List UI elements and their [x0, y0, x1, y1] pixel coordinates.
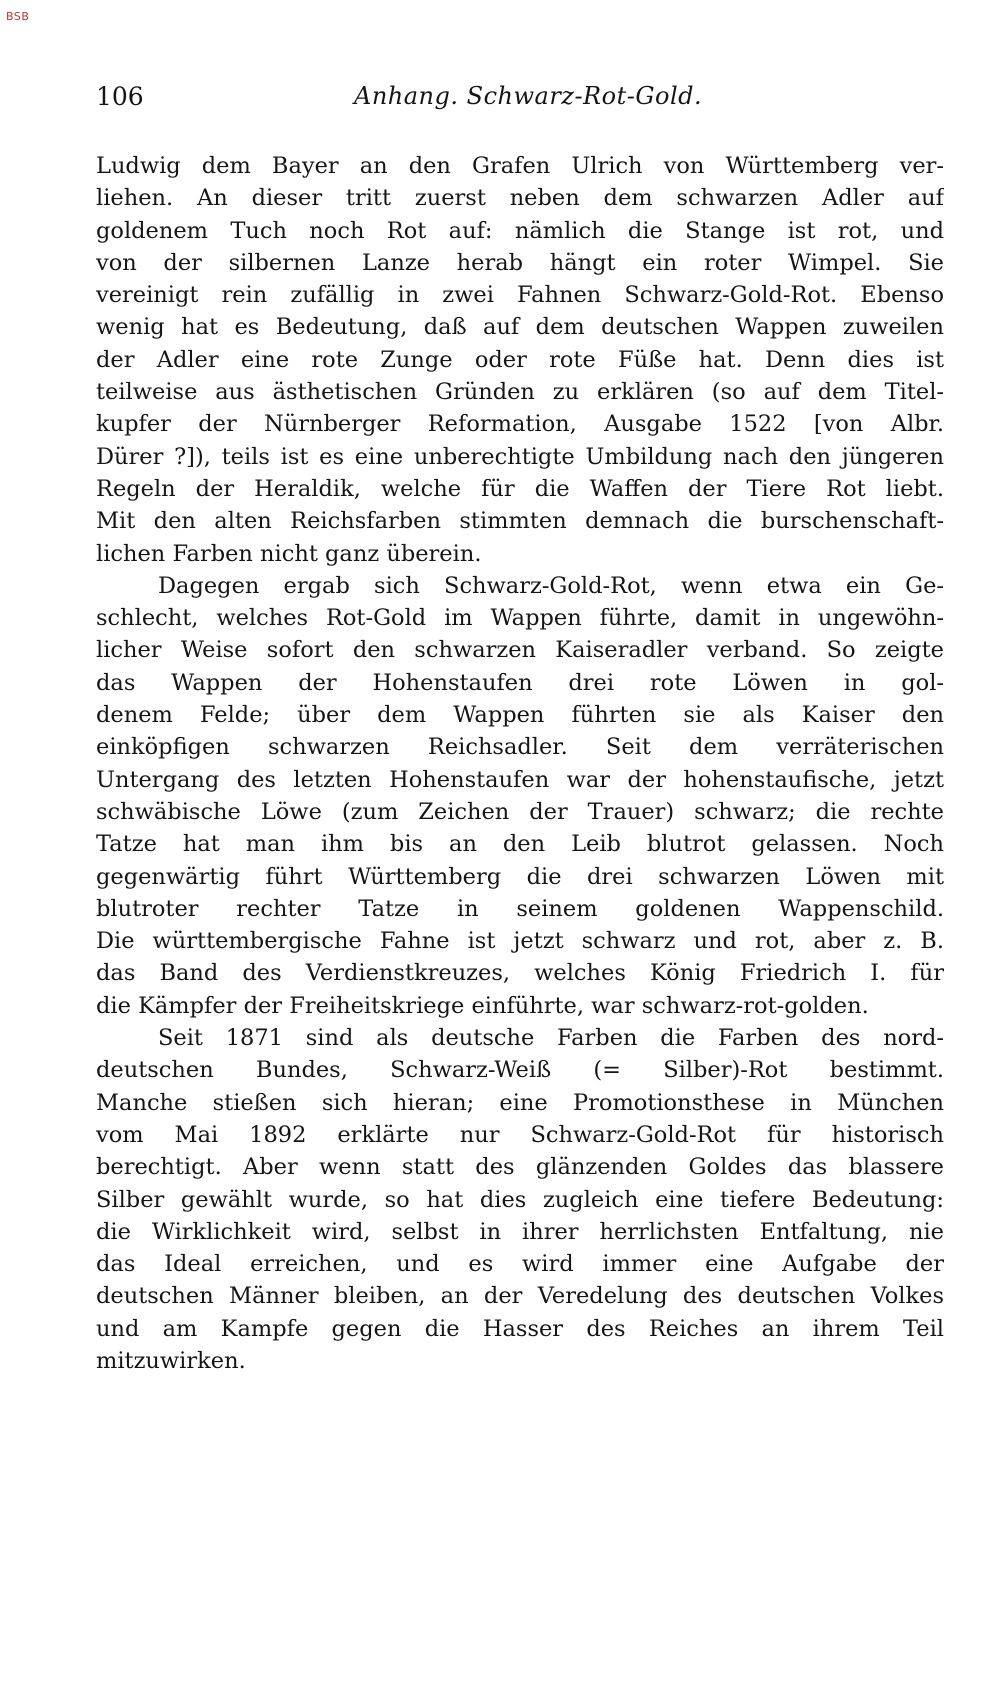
- text-line: die Kämpfer der Freiheitskriege einführte, war schwarz-rot-golden.: [96, 992, 869, 1019]
- text-line: liehen. An dieser tritt zuerst neben dem schwarzen Adler auf: [96, 185, 944, 212]
- text-line: einköpfigen schwarzen Reichsadler. Seit dem verräterischen: [96, 734, 944, 761]
- text-line: das Band des Verdienstkreuzes, welches König Friedrich I. für: [96, 960, 944, 987]
- text-line: mitzuwirken.: [96, 1347, 246, 1374]
- text-line: lichen Farben nicht ganz überein.: [96, 540, 482, 567]
- text-line: Manche stießen sich hieran; eine Promotionsthese in München: [96, 1089, 944, 1116]
- text-line: Dagegen ergab sich Schwarz-Gold-Rot, wenn etwa ein Ge-: [158, 572, 944, 599]
- text-line: das Ideal erreichen, und es wird immer eine Aufgabe der: [96, 1251, 944, 1278]
- text-line: das Wappen der Hohenstaufen drei rote Löwen in gol-: [96, 669, 944, 696]
- text-line: die Wirklichkeit wird, selbst in ihrer herrlichsten Entfaltung, nie: [96, 1218, 944, 1245]
- text-line: Tatze hat man ihm bis an den Leib blutrot gelassen. Noch: [96, 831, 944, 858]
- text-line: deutschen Bundes, Schwarz-Weiß (= Silber)-Rot bestimmt.: [96, 1057, 944, 1084]
- text-line: Dürer ?]), teils ist es eine unberechtigte Umbildung nach den jüngeren: [96, 443, 944, 470]
- page-number: 106: [96, 82, 144, 111]
- text-line: gegenwärtig führt Württemberg die drei schwarzen Löwen mit: [96, 863, 944, 890]
- text-line: goldenem Tuch noch Rot auf: nämlich die Stange ist rot, und: [96, 217, 944, 244]
- text-line: Seit 1871 sind als deutsche Farben die Farben des nord-: [158, 1025, 944, 1052]
- body-text: [96, 150, 944, 1377]
- text-line: Ludwig dem Bayer an den Grafen Ulrich von Württemberg ver-: [96, 153, 944, 179]
- text-line: schwäbische Löwe (zum Zeichen der Trauer) schwarz; die rechte: [96, 798, 944, 825]
- text-line: blutroter rechter Tatze in seinem goldenen Wappenschild.: [96, 895, 944, 922]
- text-line: von der silbernen Lanze herab hängt ein roter Wimpel. Sie: [96, 249, 944, 276]
- text-line: Silber gewählt wurde, so hat dies zugleich eine tiefere Bedeutung:: [96, 1186, 944, 1213]
- text-line: denem Felde; über dem Wappen führten sie als Kaiser den: [96, 702, 944, 729]
- text-line: teilweise aus ästhetischen Gründen zu erklären (so auf dem Titel-: [96, 379, 944, 406]
- text-line: vereinigt rein zufällig in zwei Fahnen Schwarz-Gold-Rot. Ebenso: [96, 282, 944, 309]
- text-line: Mit den alten Reichsfarben stimmten demnach die burschenschaft-: [96, 508, 944, 535]
- text-line: wenig hat es Bedeutung, daß auf dem deutschen Wappen zuweilen: [96, 314, 944, 341]
- text-line: schlecht, welches Rot-Gold im Wappen führte, damit in ungewöhn-: [96, 605, 944, 632]
- text-line: der Adler eine rote Zunge oder rote Füße hat. Denn dies ist: [96, 346, 944, 373]
- text-line: vom Mai 1892 erklärte nur Schwarz-Gold-Rot für historisch: [96, 1121, 944, 1148]
- text-line: berechtigt. Aber wenn statt des glänzenden Goldes das blassere: [96, 1154, 944, 1181]
- running-title: Anhang. Schwarz-Rot-Gold.: [354, 82, 703, 110]
- library-stamp: BSB: [6, 10, 30, 23]
- text-line: deutschen Männer bleiben, an der Veredelung des deutschen Volkes: [96, 1283, 944, 1310]
- text-line: Die württembergische Fahne ist jetzt schwarz und rot, aber z. B.: [96, 928, 944, 955]
- text-line: und am Kampfe gegen die Hasser des Reiches an ihrem Teil: [96, 1315, 944, 1342]
- page-header: [96, 82, 944, 122]
- text-line: kupfer der Nürnberger Reformation, Ausgabe 1522 [von Albr.: [96, 411, 944, 438]
- text-line: Untergang des letzten Hohenstaufen war der hohenstaufische, jetzt: [96, 766, 944, 793]
- text-line: Regeln der Heraldik, welche für die Waffen der Tiere Rot liebt.: [96, 475, 944, 502]
- text-line: licher Weise sofort den schwarzen Kaiseradler verband. So zeigte: [96, 637, 944, 664]
